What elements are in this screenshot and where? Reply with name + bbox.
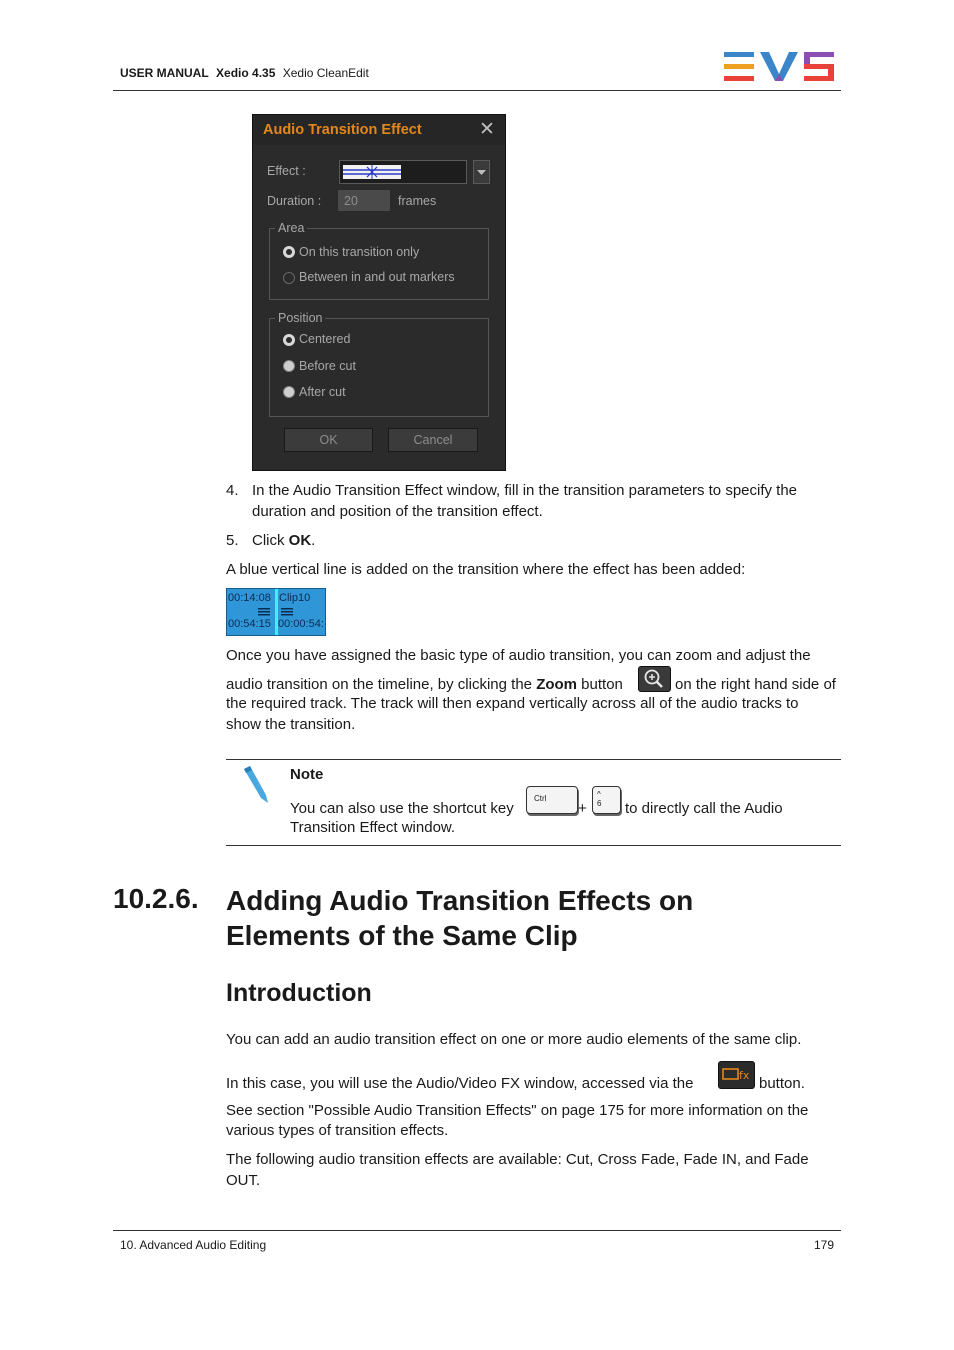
dialog-titlebar bbox=[253, 115, 505, 145]
clip-name: Clip10 bbox=[279, 592, 311, 604]
timeline-transition-snippet bbox=[226, 588, 326, 636]
option-on-this-transition: On this transition only bbox=[299, 245, 420, 259]
note-title: Note bbox=[290, 766, 324, 783]
duration-input[interactable]: 20 bbox=[337, 189, 391, 212]
header-rule bbox=[113, 90, 841, 91]
cancel-button[interactable]: Cancel bbox=[388, 428, 478, 452]
step-5-text: Click OK. bbox=[252, 532, 316, 549]
zoom-para-line3: the required track. The track will then expand vertically across all of the audio tracks to bbox=[226, 695, 799, 712]
effect-preview bbox=[343, 165, 401, 179]
intro-paragraph: You can add an audio transition effect on one or more audio elements of the same clip. bbox=[226, 1031, 802, 1048]
ctrl-key-icon: Ctrl bbox=[526, 786, 578, 814]
fx-paragraph-after: button. bbox=[759, 1075, 805, 1092]
available-effects-line1: The following audio transition effects are available: Cut, Cross Fade, Fade IN, and Fade bbox=[226, 1151, 809, 1168]
section-title: Adding Audio Transition Effects on Elements of the Same Clip bbox=[226, 885, 694, 951]
effect-dropdown-button[interactable] bbox=[473, 160, 490, 184]
transition-blue-line bbox=[275, 589, 278, 635]
page-number: 179 bbox=[813, 1238, 834, 1252]
note-plus: + bbox=[578, 800, 587, 817]
blue-line-paragraph: A blue vertical line is added on the transition where the effect has been added: bbox=[226, 561, 746, 578]
dialog-title: Audio Transition Effect bbox=[263, 122, 422, 138]
option-centered: Centered bbox=[299, 332, 351, 346]
manual-label: USER MANUAL bbox=[120, 66, 209, 80]
area-group bbox=[269, 228, 489, 300]
duration-label: Duration : bbox=[267, 194, 322, 208]
step-4-text: In the Audio Transition Effect window, fill in the transition parameters to specify the duration and position of the transition effect. bbox=[252, 482, 798, 520]
step-4-number: 4. bbox=[226, 482, 239, 499]
area-group-title: Area bbox=[275, 221, 307, 235]
timecode-right-bottom: 00:00:54: bbox=[278, 618, 324, 630]
module-name: Xedio CleanEdit bbox=[282, 66, 369, 80]
zoom-para-line4: show the transition. bbox=[226, 716, 356, 733]
see-section-line2: various types of transition effects. bbox=[226, 1122, 449, 1139]
zoom-button-icon bbox=[638, 666, 671, 692]
note-text-after: to directly call the Audio bbox=[625, 800, 783, 817]
footer-chapter: 10. Advanced Audio Editing bbox=[120, 1238, 267, 1252]
zoom-para-line2-end: on the right hand side of bbox=[675, 676, 836, 693]
position-group-title: Position bbox=[275, 311, 325, 325]
option-after-cut: After cut bbox=[299, 385, 346, 399]
ok-button[interactable]: OK bbox=[284, 428, 373, 452]
radio-after-cut[interactable] bbox=[283, 386, 295, 398]
effect-label: Effect : bbox=[267, 164, 306, 178]
svg-text:fx: fx bbox=[739, 1069, 750, 1082]
product-name: Xedio 4.35 bbox=[216, 66, 276, 80]
six-key-icon: ^ 6 bbox=[592, 786, 621, 814]
subheading-introduction: Introduction bbox=[226, 979, 372, 1007]
audio-transition-effect-dialog bbox=[252, 114, 506, 471]
close-icon[interactable]: ✕ bbox=[479, 119, 495, 140]
pencil-icon bbox=[240, 765, 274, 805]
zoom-para-line2: audio transition on the timeline, by clicking the Zoom button bbox=[226, 676, 623, 693]
section-number: 10.2.6. bbox=[113, 883, 199, 914]
handle-icon bbox=[258, 608, 272, 616]
option-before-cut: Before cut bbox=[299, 359, 356, 373]
fx-paragraph-before: In this case, you will use the Audio/Video FX window, accessed via the bbox=[226, 1075, 694, 1092]
radio-centered[interactable] bbox=[283, 334, 295, 346]
footer-rule bbox=[113, 1230, 841, 1231]
radio-before-cut[interactable] bbox=[283, 360, 295, 372]
option-between-markers: Between in and out markers bbox=[299, 270, 455, 284]
note-line2: Transition Effect window. bbox=[290, 819, 456, 836]
handle-icon bbox=[281, 608, 295, 616]
evs-logo bbox=[724, 52, 836, 82]
see-section-line1: See section "Possible Audio Transition Effects" on page 175 for more information on the bbox=[226, 1102, 809, 1119]
effect-select[interactable] bbox=[339, 160, 467, 184]
note-bottom-rule bbox=[226, 845, 841, 846]
chevron-down-icon bbox=[474, 161, 489, 183]
timecode-left-top: 00:14:08 bbox=[228, 592, 271, 604]
zoom-para-line1: Once you have assigned the basic type of audio transition, you can zoom and adjust the bbox=[226, 647, 811, 664]
running-header bbox=[120, 66, 369, 80]
duration-unit: frames bbox=[398, 194, 437, 208]
note-text-before: You can also use the shortcut key bbox=[290, 800, 514, 817]
available-effects-line2: OUT. bbox=[226, 1172, 261, 1189]
radio-between-markers[interactable] bbox=[283, 272, 295, 284]
note-top-rule bbox=[226, 759, 841, 760]
timecode-left-bottom: 00:54:15 bbox=[228, 618, 271, 630]
step-5-number: 5. bbox=[226, 532, 239, 549]
radio-on-this-transition[interactable] bbox=[283, 246, 295, 258]
fx-button-icon bbox=[718, 1061, 755, 1089]
